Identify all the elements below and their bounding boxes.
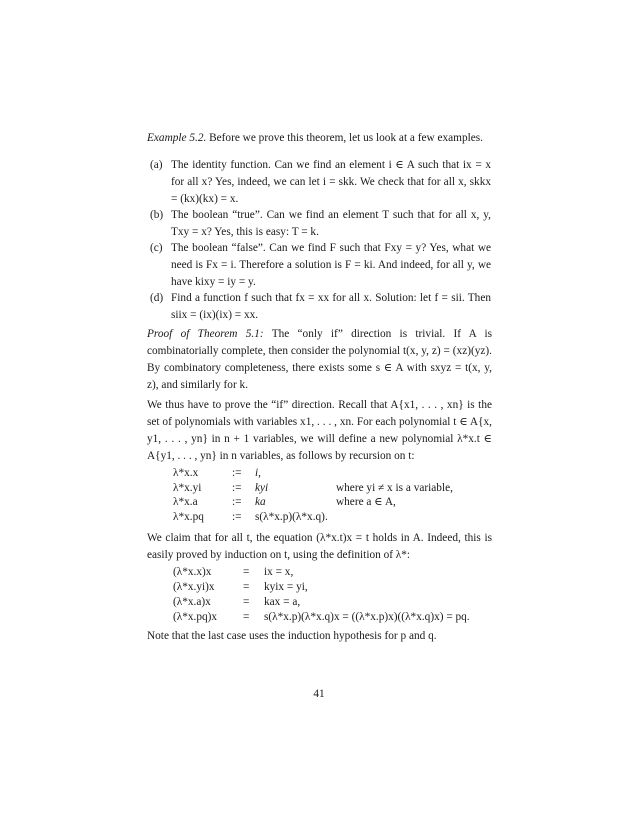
definition-rhs: ka <box>255 496 266 508</box>
definition-op: := <box>232 496 242 508</box>
definition-lhs: λ*x.x <box>173 467 199 479</box>
proof-paragraph-3: We claim that for all t, the equation (λ*x.t)x = t holds in A. Indeed, this is easily proved by induction on t, using the definition of λ*: <box>147 532 492 561</box>
item-text: The boolean “true”. Can we find an element T such that for all x, y, Txy = x? Yes, this is easy: T = k. <box>171 209 491 238</box>
definition-lhs: λ*x.a <box>173 496 198 508</box>
example-label: Example 5.2. <box>147 132 207 144</box>
equation-rhs: kax = a, <box>264 596 301 608</box>
proof-paragraph-2: We thus have to prove the “if” direction. Recall that A{x1, . . . , xn} is the set of polynomials with variables x1, . . . , xn. For each polynomial t ∈ A{x, y1, . . . , yn} in n + 1 variables, we will define a new polynomial λ*x.t ∈ A{y1, . . . , yn} in n variables, as follows by recursion on t: <box>147 399 492 462</box>
equation-rhs: kyix = yi, <box>264 581 308 593</box>
definition-rhs: kyi <box>255 482 269 494</box>
example-heading <box>147 130 492 147</box>
equation-lhs: (λ*x.yi)x <box>173 581 215 593</box>
item-number: (d) <box>150 292 164 304</box>
proof-paragraph-1 <box>147 326 492 394</box>
example-intro: Before we prove this theorem, let us look at a few examples. <box>209 132 483 144</box>
definition-condition: where yi ≠ x is a variable, <box>336 482 453 494</box>
item-number: (a) <box>150 159 163 171</box>
item-number: (c) <box>150 242 163 254</box>
proof-text: The “only if” direction is trivial. If A is combinatorially complete, then consider the polynomial t(x, y, z) = (xz)(yz). By combinatory completeness, there exists some s ∈ A with sxyz = t(x, y, z), and similarly for k. <box>147 328 493 391</box>
page-number: 41 <box>313 688 325 700</box>
definition-condition: where a ∈ A, <box>336 496 396 508</box>
definition-lhs: λ*x.pq <box>173 511 204 523</box>
equation-rhs: s(λ*x.p)(λ*x.q)x = ((λ*x.p)x)((λ*x.q)x) = pq. <box>264 611 470 623</box>
equation-lhs: (λ*x.pq)x <box>173 611 218 623</box>
definition-lhs: λ*x.yi <box>173 482 202 494</box>
definition-rhs: i, <box>255 467 261 479</box>
proof-paragraph-4: Note that the last case uses the induction hypothesis for p and q. <box>147 630 437 642</box>
item-text: The identity function. Can we find an element i ∈ A such that ix = x for all x? Yes, indeed, we can let i = skk. We check that for all x, skkx = (kx)(kx) = x. <box>171 159 491 205</box>
proof-label: Proof of Theorem 5.1: <box>147 328 264 340</box>
definition-rhs: s(λ*x.p)(λ*x.q). <box>255 511 328 523</box>
item-text: The boolean “false”. Can we find F such that Fxy = y? Yes, what we need is Fx = i. Therefore a solution is F = ki. And indeed, for all y, we have kixy = iy = y. <box>171 242 491 288</box>
item-text: Find a function f such that fx = xx for all x. Solution: let f = sii. Then siix = (ix)(ix) = xx. <box>171 292 491 321</box>
definition-op: := <box>232 482 242 494</box>
definition-op: := <box>232 511 242 523</box>
item-number: (b) <box>150 209 164 221</box>
equation-lhs: (λ*x.x)x <box>173 566 212 578</box>
equation-op: = <box>243 611 250 623</box>
definition-op: := <box>232 467 242 479</box>
equation-op: = <box>243 596 250 608</box>
equation-rhs: ix = x, <box>264 566 294 578</box>
equation-op: = <box>243 566 250 578</box>
equation-lhs: (λ*x.a)x <box>173 596 211 608</box>
equation-op: = <box>243 581 250 593</box>
